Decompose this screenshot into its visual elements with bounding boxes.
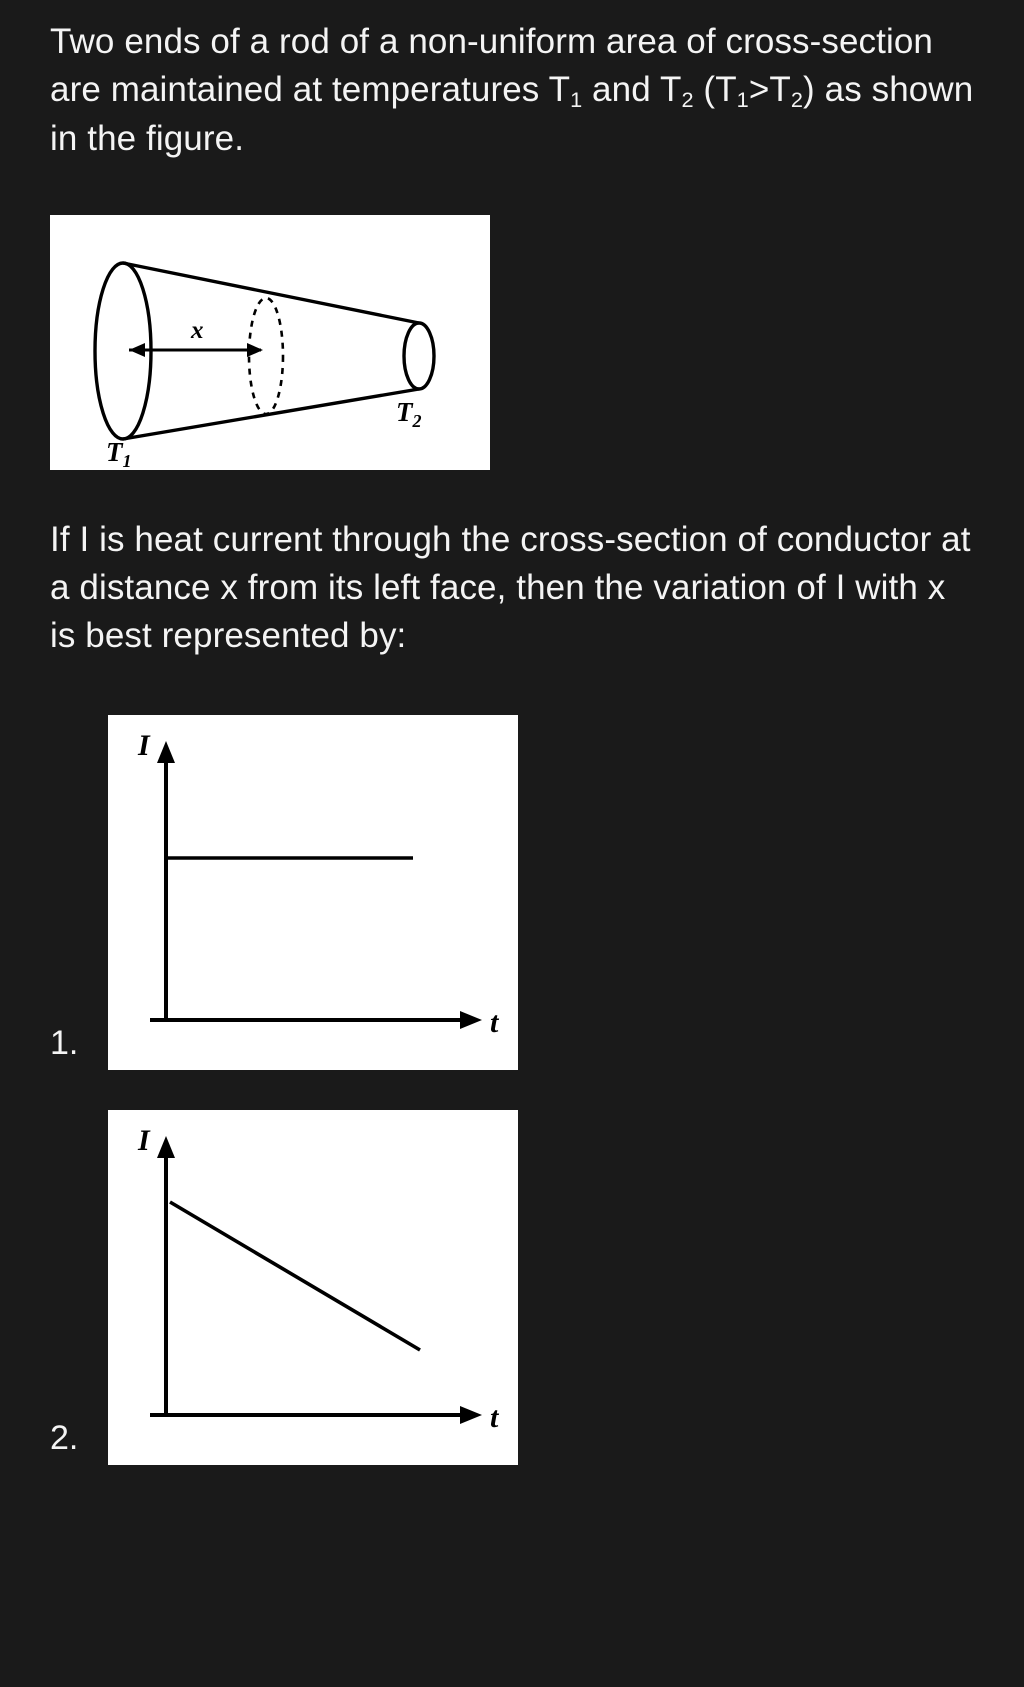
option-1-y-label: I bbox=[138, 728, 150, 762]
question-stem bbox=[50, 18, 980, 163]
rod-t2-label: $T_2$ bbox=[396, 396, 422, 431]
question-follow-up: If I is heat current through the cross-section of conductor at a distance x from its left face, then the variation of I with x is best represented by: bbox=[50, 519, 971, 656]
option-2-graph-svg bbox=[108, 1110, 516, 1463]
stem-sub-4: 2 bbox=[790, 87, 804, 113]
option-1-number: 1. bbox=[50, 1023, 79, 1062]
option-1[interactable] bbox=[50, 715, 980, 1070]
stem-text-1: Two ends of a rod of a non-uniform area of cross-section are maintained at temperatures T bbox=[50, 22, 933, 110]
rod-t1-label: $T_1$ bbox=[106, 436, 132, 469]
rod-figure-svg bbox=[51, 216, 489, 469]
rod-x-label: x bbox=[191, 316, 204, 344]
option-2[interactable] bbox=[50, 1110, 980, 1465]
stem-text-2: and T bbox=[582, 70, 682, 110]
option-2-number: 2. bbox=[50, 1418, 79, 1457]
option-1-x-label: t bbox=[490, 1005, 499, 1039]
option-1-graph-svg bbox=[108, 715, 516, 1068]
option-2-y-label: I bbox=[138, 1123, 150, 1157]
stem-sub-1: 1 bbox=[570, 87, 583, 113]
option-1-graph bbox=[108, 715, 518, 1070]
stem-text-3: (T bbox=[693, 70, 737, 110]
stem-text-5: ) as shown in the figure. bbox=[50, 70, 974, 158]
stem-sub-3: 1 bbox=[736, 87, 749, 113]
option-2-graph bbox=[108, 1110, 518, 1465]
stem-text-4: >T bbox=[748, 70, 791, 110]
option-2-x-label: t bbox=[490, 1400, 499, 1434]
rod-figure bbox=[50, 215, 490, 470]
stem-sub-2: 2 bbox=[681, 87, 694, 113]
